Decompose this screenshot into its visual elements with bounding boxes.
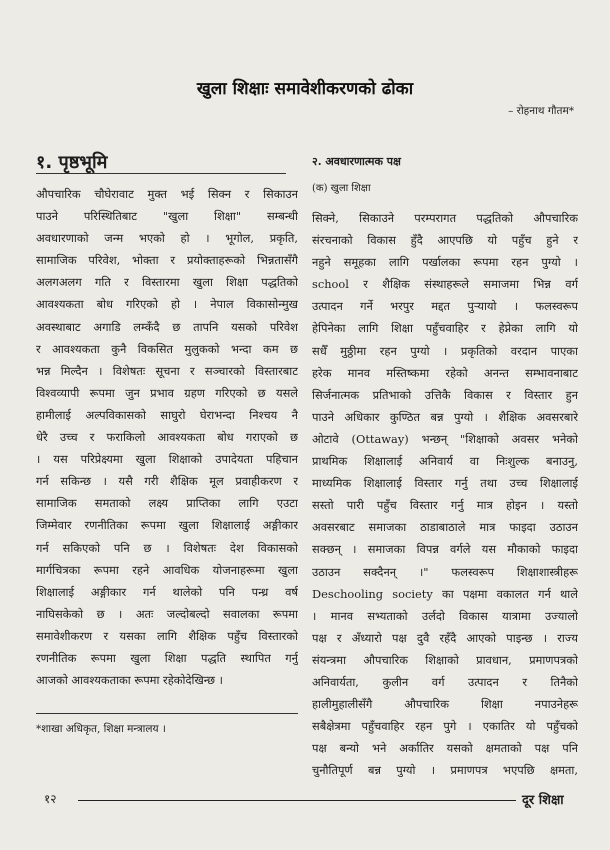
body-line: ओटावे (Ottaway) भन्छन् "शिक्षाको अवसर भनेको: [312, 431, 578, 446]
body-line: माध्यमिक शिक्षालाई विस्तार गर्नु तथा उच्च शिक्षालाई: [312, 476, 578, 491]
body-line: अलगअलग गति र विस्तारमा खुला शिक्षा पद्धतिको: [36, 275, 298, 290]
body-line: school र शैक्षिक संस्थाहरूले समाजमा भिन्न वर्ग: [312, 277, 578, 292]
body-line: भन्न मिल्दैन । विशेषतः सूचना र सञ्चारको विस्तारबाट: [36, 363, 298, 378]
body-line: । यस परिप्रेक्ष्यमा खुला शिक्षाको उपादेयता पहिचान: [36, 452, 298, 467]
body-line: सधैँ मुठ्ठीमा रहन पुग्यो । प्रकृतिको वरदान पाएका: [312, 343, 578, 358]
body-line: र आवश्यकता कुनै विकसित मुलुकको भन्दा कम छ: [36, 341, 298, 356]
body-line: हालीमुहालीसँगै औपचारिक शिक्षा नपाउनेहरू: [312, 697, 578, 712]
author-footnote: *शाखा अधिकृत, शिक्षा मन्त्रालय ।: [36, 723, 166, 735]
subsection-heading-open-education: (क) खुला शिक्षा: [312, 183, 371, 194]
body-line: धेरै उच्च र फराकिलो आवश्यकता बोध गराएको छ: [36, 430, 298, 445]
body-line: उत्पादन गर्ने भरपुर मद्दत पुऱ्यायो । फलस्वरूप: [312, 299, 578, 314]
footer-divider: [78, 800, 516, 801]
body-line: शिक्षालाई अङ्गीकार गर्न थालेको पनि पन्ध्र वर्ष: [36, 584, 298, 599]
article-title: खुला शिक्षाः समावेशीकरणको ढोका: [196, 79, 414, 99]
body-line: सिक्ने, सिकाउने परम्परागत पद्धतिको औपचारिक: [312, 211, 578, 225]
body-line: संरचनाको विकास हुँदै आएपछि यो पहुँच हुने र: [312, 233, 578, 248]
body-line: चुनौतिपूर्ण बन्न पुग्यो । प्रमाणपत्र भएपछि क्षमता,: [312, 763, 578, 778]
section-heading-concept: २. अवधारणात्मक पक्ष: [312, 155, 401, 168]
body-line: सामाजिक परिवेश, भोक्ता र प्रयोक्ताहरूको भिन्नतासँगै: [36, 253, 298, 268]
body-line: अवस्थाबाट अगाडि लम्कँदै छ तापनि यसको परिवेश: [36, 319, 298, 334]
body-line: आवश्यकता बोध गरिएको हो । नेपाल विकासोन्मुख: [36, 297, 298, 312]
body-line: हेपिनेका लागि शिक्षा पहुँचवाहिर र हेप्नेका लागि यो: [312, 321, 578, 336]
body-line: पाउने अधिकार कुण्ठित बन्न पुग्यो । शैक्षिक अवसरबारे: [312, 409, 578, 424]
body-line: औपचारिक चौघेरावाट मुक्त भई सिक्न र सिकाउन: [36, 187, 298, 201]
right-column-body: [312, 207, 578, 781]
body-line: नहुने समूहका लागि पर्खालका रूपमा रहन पुग्यो ।: [312, 255, 578, 270]
body-line: हामीलाई अल्पविकासको साघुरो घेराभन्दा निश्चय नै: [36, 407, 298, 422]
body-line: सक्छन् । समाजका विपन्न वर्गले यस मौकाको फाइदा: [312, 542, 578, 557]
body-line: समावेशीकरण र यसका लागि शैक्षिक पहुँच विस्तारको: [36, 628, 298, 643]
body-line: सिर्जनात्मक प्रतिभाको उत्तिकै विकास र विस्तार हुन: [312, 387, 578, 402]
body-line: प्राथमिक शिक्षालाई अनिवार्य वा निःशुल्क बनाउनु,: [312, 454, 578, 469]
publication-name: दूर शिक्षा: [522, 793, 564, 808]
section-divider: [36, 173, 286, 174]
body-line: अनिवार्यता, कुलीन वर्ग उत्पादन र तिनैको: [312, 674, 578, 689]
body-line: विश्वव्यापी रूपमा जुन प्रभाव ग्रहण गरिएको छ यसले: [36, 385, 298, 400]
body-line: हरेक मानव मस्तिष्कमा रहेको अनन्त सम्भावनाबाट: [312, 365, 578, 380]
body-line: पक्ष र अँध्यारो पक्ष दुवै रहँदै आएको पाइन्छ । राज्य: [312, 630, 578, 645]
section-heading-background: १. पृष्ठभूमि: [36, 152, 108, 173]
author-byline: – रोहनाथ गौतम*: [508, 105, 574, 117]
body-line: नाघिसकेको छ । अतः जल्दोबल्दो सवालका रूपमा: [36, 606, 298, 621]
body-line: जिम्मेवार रणनीतिका रूपमा खुला शिक्षालाई अङ्गीकार: [36, 518, 298, 533]
body-line: Deschooling society का पक्षमा वकालत गर्न थाले: [312, 586, 578, 601]
body-line: गर्न सकिएको पनि छ । विशेषतः देश विकासको: [36, 540, 298, 555]
body-line: सबैक्षेत्रमा पहुँचवाहिर रहन पुगे । एकातिर यो पहुँचको: [312, 719, 578, 734]
left-column-body: [36, 183, 298, 691]
body-line: । मानव सभ्यताको उर्लदो विकास यात्रामा उज्यालो: [312, 608, 578, 623]
body-line: गर्न सकिन्छ । यसै गरी शैक्षिक मूल प्रवाहीकरण र: [36, 474, 298, 489]
body-line: पक्ष बन्यो भने अर्कातिर यसको क्षमताको पक्ष पनि: [312, 741, 578, 756]
body-line: उठाउन सक्दैनन् ।" फलस्वरूप शिक्षाशास्त्रीहरू: [312, 564, 578, 579]
body-line: रणनीतिक रूपमा खुला शिक्षा पद्धति स्थापित गर्नु: [36, 650, 298, 665]
body-line: सामाजिक समताको लक्ष्य प्राप्तिका लागि एउटा: [36, 496, 298, 511]
page-number: १२: [44, 792, 57, 806]
body-line: सस्तो पारी पहुँच विस्तार गर्नु मात्र होइन । यस्तो: [312, 498, 578, 513]
body-line: अवधारणाको जन्म भएको हो । भूगोल, प्रकृति,: [36, 231, 298, 246]
body-line: आजको आवश्यकताका रूपमा रहेकोदेखिन्छ ।: [36, 673, 223, 688]
body-line: मार्गचित्रका रूपमा रहने आवधिक योजनाहरूमा खुला: [36, 562, 298, 577]
body-line: पाउने परिस्थितिबाट "खुला शिक्षा" सम्बन्धी: [36, 209, 298, 224]
body-line: संयन्त्रमा औपचारिक शिक्षाको प्रावधान, प्रमाणपत्रको: [312, 652, 578, 667]
footnote-divider: [36, 713, 298, 714]
body-line: अवसरबाट समाजका ठाडाबाठाले मात्र फाइदा उठाउन: [312, 520, 578, 535]
